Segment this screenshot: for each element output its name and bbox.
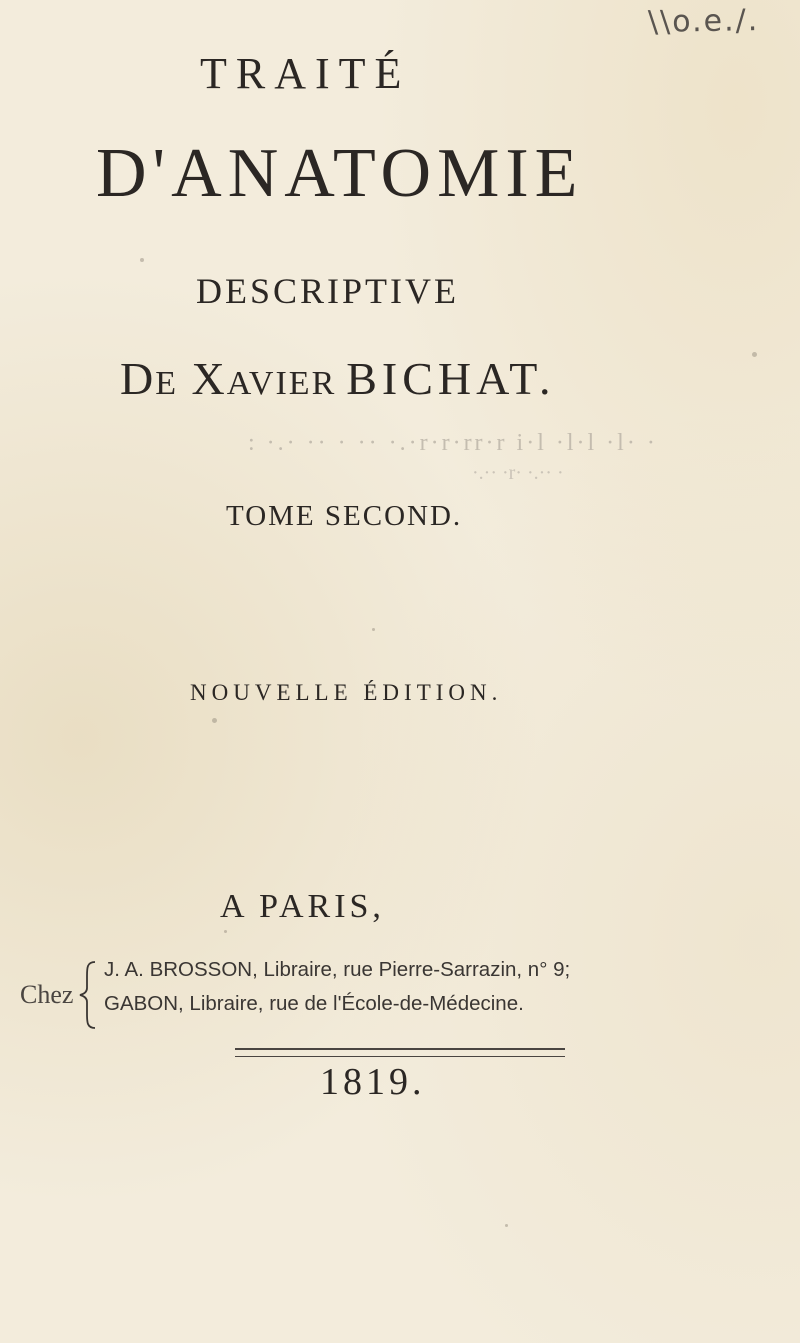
paper-speck — [752, 352, 757, 357]
author-surname: BICHAT. — [346, 353, 556, 404]
author-prefix-small: E — [155, 365, 179, 402]
publishers-intro: Chez — [20, 980, 74, 1009]
paper-speck — [224, 930, 227, 933]
paper-speck — [372, 628, 375, 631]
author-first-initial: X — [191, 353, 227, 404]
title-line-1: TRAITÉ — [200, 49, 411, 98]
handwritten-shelfmark: \\o.e./. — [647, 3, 760, 40]
publisher-line-2: GABON, Libraire, rue de l'École-de-Médecine. — [104, 992, 524, 1015]
title-line-3: DESCRIPTIVE — [196, 271, 460, 311]
brace-icon — [78, 960, 98, 1030]
publisher-line-1: J. A. BROSSON, Libraire, rue Pierre-Sarrazin, n° 9; — [104, 958, 571, 981]
show-through-marks: : ·.· ·· · ·· ·.·r·r·rr·r i·l ·l·l ·l· · — [248, 430, 658, 456]
imprint-place: A PARIS, — [220, 888, 385, 925]
author-prefix: D — [120, 353, 156, 404]
paper-speck — [212, 718, 217, 723]
title-line-2: D'ANATOMIE — [96, 135, 584, 212]
paper-speck — [140, 258, 144, 262]
paper-speck — [505, 1224, 508, 1227]
show-through-marks-2: ·.·· ·r· ·.·· · — [472, 462, 564, 484]
double-rule-divider — [235, 1048, 565, 1057]
author-line — [120, 352, 555, 405]
imprint-year: 1819. — [320, 1061, 426, 1103]
author-first-rest: AVIER — [226, 365, 337, 402]
volume-label: TOME SECOND. — [226, 500, 463, 532]
edition-label: NOUVELLE ÉDITION. — [190, 680, 503, 705]
